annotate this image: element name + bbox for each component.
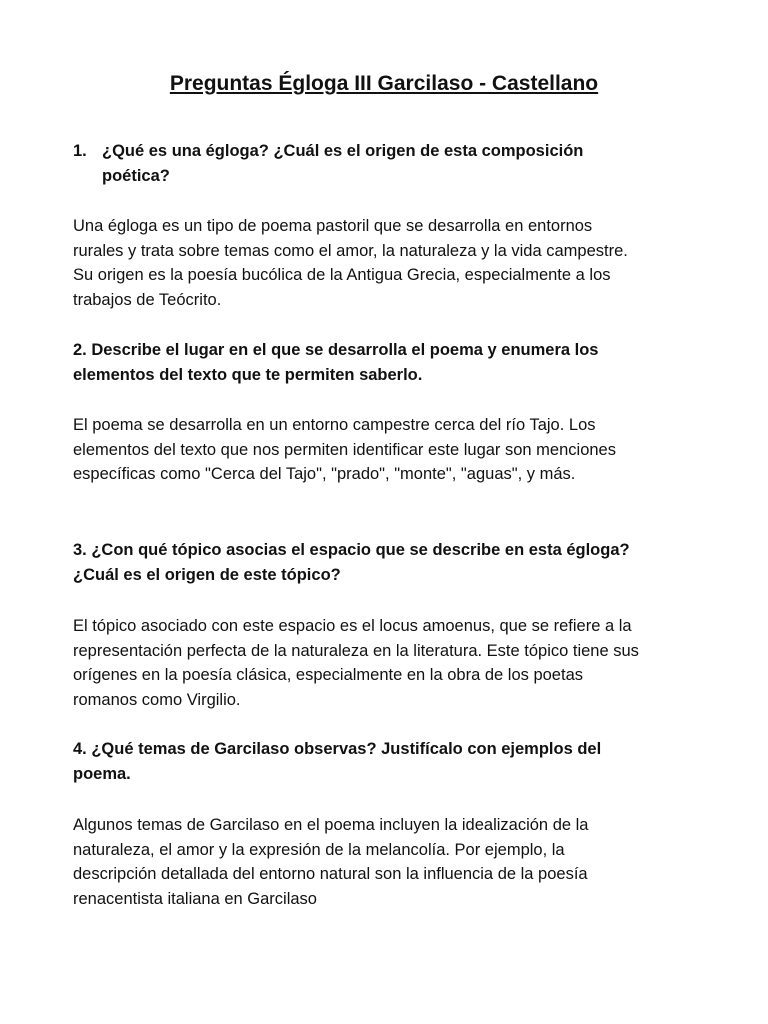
answer-4-line-1: Algunos temas de Garcilaso en el poema incluyen la idealización de la [73,816,589,834]
answer-3 [73,614,703,712]
answer-4-line-3: descripción detallada del entorno natural son la influencia de la poesía [73,865,588,883]
answer-3-line-1: El tópico asociado con este espacio es el locus amoenus, que se refiere a la [73,617,632,635]
answer-1-line-1: Una égloga es un tipo de poema pastoril que se desarrolla en entornos [73,217,593,235]
answer-1-line-2: rurales y trata sobre temas como el amor, la naturaleza y la vida campestre. [73,241,628,260]
answer-1-line-3: Su origen es la poesía bucólica de la Antigua Grecia, especialmente a los [73,266,611,284]
answer-4 [73,813,703,911]
question-3-line-1: 3. ¿Con qué tópico asocias el espacio que se describe en esta égloga? [73,541,630,559]
question-1 [73,139,693,189]
answer-1 [73,214,703,312]
question-1-line-1: ¿Qué es una égloga? ¿Cuál es el origen de esta composición [102,142,584,160]
answer-1-line-4: trabajos de Teócrito. [73,290,222,309]
answer-2 [73,413,703,487]
question-2 [73,338,693,388]
question-3-line-2: ¿Cuál es el origen de este tópico? [73,566,341,584]
question-1-number: 1. [73,142,87,160]
question-4-line-1: 4. ¿Qué temas de Garcilaso observas? Justifícalo con ejemplos del [73,740,602,758]
answer-3-line-4: romanos como Virgilio. [73,690,241,709]
question-2-line-2: elementos del texto que te permiten saberlo. [73,366,423,384]
answer-4-line-2: naturaleza, el amor y la expresión de la melancolía. Por ejemplo, la [73,840,565,859]
question-1-line-2: poética? [102,167,170,185]
question-4 [73,737,693,787]
answer-2-line-1: El poema se desarrolla en un entorno campestre cerca del río Tajo. Los [73,416,596,434]
answer-2-line-2: elementos del texto que nos permiten identificar este lugar son menciones [73,440,616,459]
document-title: Preguntas Égloga III Garcilaso - Castellano [169,72,599,95]
question-3 [73,538,693,588]
answer-4-line-4: renacentista italiana en Garcilaso [73,889,317,908]
question-2-line-1: 2. Describe el lugar en el que se desarrolla el poema y enumera los [73,341,599,359]
answer-3-line-2: representación perfecta de la naturaleza en la literatura. Este tópico tiene sus [73,641,639,660]
answer-2-line-3: específicas como "Cerca del Tajo", "prado", "monte", "aguas", y más. [73,465,576,483]
answer-3-line-3: orígenes en la poesía clásica, especialmente en la obra de los poetas [73,666,583,684]
question-4-line-2: poema. [73,765,131,783]
